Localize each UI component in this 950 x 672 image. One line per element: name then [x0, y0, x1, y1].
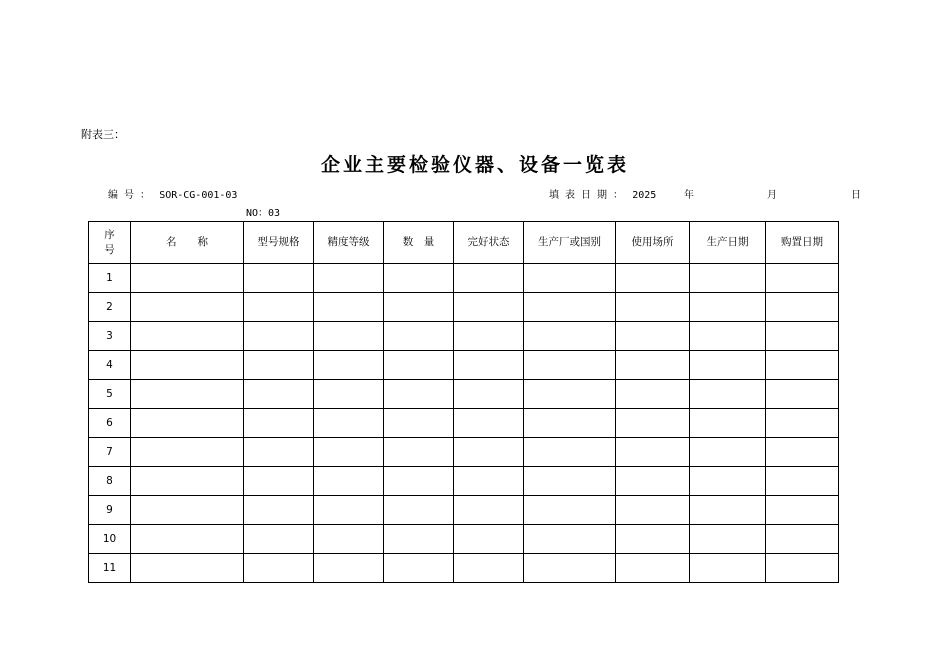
- form-number: NO：03: [246, 208, 281, 219]
- table-cell[interactable]: [524, 351, 616, 380]
- table-cell[interactable]: [384, 496, 454, 525]
- table-cell[interactable]: [690, 496, 766, 525]
- table-row: [89, 322, 839, 351]
- table-cell[interactable]: [690, 293, 766, 322]
- fill-date-label: 填表日期：: [549, 190, 629, 201]
- table-cell[interactable]: [244, 351, 314, 380]
- table-cell[interactable]: [524, 554, 616, 583]
- table-cell[interactable]: [384, 554, 454, 583]
- table-cell[interactable]: [690, 264, 766, 293]
- equipment-table: [88, 221, 839, 583]
- table-row: [89, 554, 839, 583]
- header-precision: 精度等级: [314, 222, 384, 264]
- table-cell[interactable]: [690, 467, 766, 496]
- table-cell[interactable]: [616, 322, 690, 351]
- appendix-label: 附表三：: [81, 128, 125, 141]
- table-cell[interactable]: [616, 438, 690, 467]
- table-cell[interactable]: [131, 351, 244, 380]
- table-cell[interactable]: [131, 293, 244, 322]
- table-cell[interactable]: [314, 554, 384, 583]
- table-cell[interactable]: [616, 293, 690, 322]
- table-cell[interactable]: [131, 554, 244, 583]
- table-row: [89, 438, 839, 467]
- row-number: 9: [89, 496, 131, 525]
- table-cell[interactable]: [384, 380, 454, 409]
- table-cell[interactable]: [454, 322, 524, 351]
- table-cell[interactable]: [244, 496, 314, 525]
- table-cell[interactable]: [690, 554, 766, 583]
- table-row: [89, 264, 839, 293]
- table-cell[interactable]: [690, 322, 766, 351]
- table-cell[interactable]: [131, 322, 244, 351]
- table-cell[interactable]: [766, 496, 839, 525]
- table-cell[interactable]: [314, 322, 384, 351]
- document-number-value: SOR-CG-001-03: [159, 190, 238, 201]
- table-cell[interactable]: [314, 293, 384, 322]
- table-cell[interactable]: [616, 496, 690, 525]
- table-cell[interactable]: [616, 525, 690, 554]
- table-cell[interactable]: [314, 264, 384, 293]
- table-cell[interactable]: [524, 380, 616, 409]
- page-title: 企业主要检验仪器、设备一览表: [320, 154, 629, 176]
- header-manufacturer: 生产厂或国别: [524, 222, 616, 264]
- table-cell[interactable]: [244, 380, 314, 409]
- header-location: 使用场所: [616, 222, 690, 264]
- table-cell[interactable]: [690, 380, 766, 409]
- table-row: [89, 380, 839, 409]
- table-cell[interactable]: [454, 438, 524, 467]
- table-cell[interactable]: [766, 293, 839, 322]
- table-row: [89, 409, 839, 438]
- table-cell[interactable]: [384, 264, 454, 293]
- table-cell[interactable]: [244, 438, 314, 467]
- table-cell[interactable]: [454, 351, 524, 380]
- table-cell[interactable]: [314, 525, 384, 554]
- table-cell[interactable]: [524, 322, 616, 351]
- table-cell[interactable]: [766, 409, 839, 438]
- table-cell[interactable]: [314, 380, 384, 409]
- table-header-row: [89, 222, 839, 264]
- table-cell[interactable]: [690, 438, 766, 467]
- row-number: 2: [89, 293, 131, 322]
- table-cell[interactable]: [454, 264, 524, 293]
- document-number: [108, 186, 237, 201]
- header-quantity: 数 量: [384, 222, 454, 264]
- table-cell[interactable]: [131, 467, 244, 496]
- table-cell[interactable]: [314, 409, 384, 438]
- row-number: 6: [89, 409, 131, 438]
- month-label: 月: [767, 190, 777, 201]
- table-cell[interactable]: [524, 438, 616, 467]
- table-cell[interactable]: [384, 438, 454, 467]
- table-cell[interactable]: [384, 409, 454, 438]
- table-cell[interactable]: [616, 554, 690, 583]
- table-row: [89, 525, 839, 554]
- table-cell[interactable]: [616, 264, 690, 293]
- header-purchase-date: 购置日期: [766, 222, 839, 264]
- table-cell[interactable]: [454, 293, 524, 322]
- table-cell[interactable]: [314, 467, 384, 496]
- table-cell[interactable]: [131, 264, 244, 293]
- table-cell[interactable]: [244, 293, 314, 322]
- table-cell[interactable]: [524, 409, 616, 438]
- row-number: 10: [89, 525, 131, 554]
- table-cell[interactable]: [524, 525, 616, 554]
- table-cell[interactable]: [766, 467, 839, 496]
- row-number: 11: [89, 554, 131, 583]
- table-cell[interactable]: [616, 351, 690, 380]
- table-cell[interactable]: [616, 409, 690, 438]
- table-cell[interactable]: [244, 322, 314, 351]
- table-cell[interactable]: [244, 409, 314, 438]
- year-label: 年: [684, 190, 694, 201]
- table-cell[interactable]: [244, 525, 314, 554]
- header-name: 名 称: [131, 222, 244, 264]
- table-cell[interactable]: [244, 264, 314, 293]
- table-cell[interactable]: [766, 264, 839, 293]
- table-cell[interactable]: [524, 264, 616, 293]
- table-cell[interactable]: [454, 496, 524, 525]
- table-cell[interactable]: [244, 467, 314, 496]
- row-number: 3: [89, 322, 131, 351]
- table-cell[interactable]: [384, 467, 454, 496]
- table-cell[interactable]: [766, 351, 839, 380]
- row-number: 1: [89, 264, 131, 293]
- table-cell[interactable]: [314, 351, 384, 380]
- table-row: [89, 496, 839, 525]
- table-cell[interactable]: [131, 496, 244, 525]
- table-cell[interactable]: [690, 409, 766, 438]
- table-cell[interactable]: [384, 322, 454, 351]
- header-condition-text: 完好状态: [467, 236, 510, 248]
- table-cell[interactable]: [454, 554, 524, 583]
- table-cell[interactable]: [766, 380, 839, 409]
- table-cell[interactable]: [384, 351, 454, 380]
- table-row: [89, 293, 839, 322]
- header-seq-text: 序号: [104, 228, 115, 256]
- fill-date-year: 2025: [632, 190, 657, 201]
- header-production-date: 生产日期: [690, 222, 766, 264]
- table-cell[interactable]: [384, 293, 454, 322]
- table-cell[interactable]: [454, 467, 524, 496]
- day-label: 日: [851, 190, 861, 201]
- table-cell[interactable]: [766, 322, 839, 351]
- table-cell[interactable]: [454, 380, 524, 409]
- table-cell[interactable]: [766, 438, 839, 467]
- table-row: [89, 467, 839, 496]
- table-cell[interactable]: [616, 467, 690, 496]
- table-cell[interactable]: [766, 525, 839, 554]
- table-cell[interactable]: [131, 380, 244, 409]
- table-cell[interactable]: [384, 525, 454, 554]
- row-number: 4: [89, 351, 131, 380]
- header-condition: [454, 222, 524, 264]
- fill-date: [549, 186, 656, 201]
- document-number-label: 编号：: [108, 190, 156, 201]
- table-cell[interactable]: [616, 380, 690, 409]
- table-cell[interactable]: [690, 351, 766, 380]
- table-cell[interactable]: [690, 525, 766, 554]
- table-cell[interactable]: [766, 554, 839, 583]
- row-number: 7: [89, 438, 131, 467]
- header-seq: [89, 222, 131, 264]
- table-cell[interactable]: [314, 496, 384, 525]
- table-cell[interactable]: [524, 293, 616, 322]
- table-cell[interactable]: [314, 438, 384, 467]
- row-number: 5: [89, 380, 131, 409]
- row-number: 8: [89, 467, 131, 496]
- table-cell[interactable]: [454, 409, 524, 438]
- table-cell[interactable]: [244, 554, 314, 583]
- table-row: [89, 351, 839, 380]
- table-cell[interactable]: [524, 467, 616, 496]
- table-cell[interactable]: [524, 496, 616, 525]
- table-cell[interactable]: [454, 525, 524, 554]
- table-cell[interactable]: [131, 409, 244, 438]
- table-cell[interactable]: [131, 438, 244, 467]
- header-model: 型号规格: [244, 222, 314, 264]
- table-cell[interactable]: [131, 525, 244, 554]
